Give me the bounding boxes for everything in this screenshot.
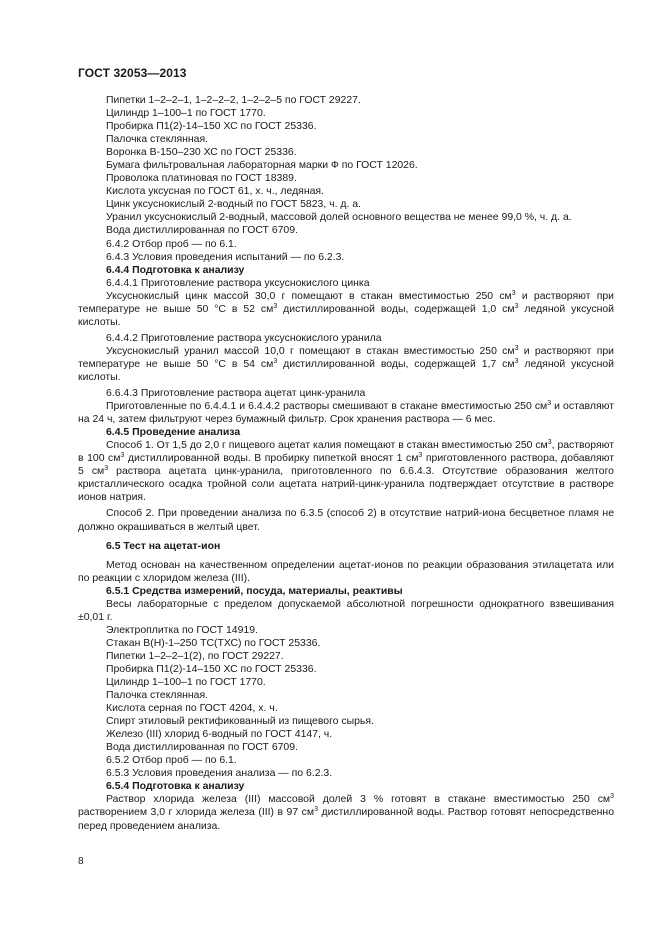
equipment-line: Пипетки 1–2–2–1, 1–2–2–2, 1–2–2–5 по ГОСТ 29227. [106, 95, 361, 106]
equipment-line: Железо (III) хлорид 6-водный по ГОСТ 4147, ч. [106, 729, 333, 741]
clause-heading-means: 6.5.1 Средства измерений, посуда, материалы, реактивы [106, 585, 403, 597]
equipment-line: Пробирка П1(2)-14–150 ХС по ГОСТ 25336. [106, 663, 317, 675]
clause-sampling: 6.5.2 Отбор проб — по 6.1. [106, 755, 237, 767]
subclause-title: 6.6.4.3 Приготовление раствора ацетат цинк-уранила [106, 388, 366, 400]
clause-heading-analysis: 6.4.5 Проведение анализа [106, 427, 241, 439]
equipment-line: Цинк уксуснокислый 2-водный по ГОСТ 5823, ч. д. а. [106, 199, 361, 211]
paragraph: Приготовленные по 6.4.4.1 и 6.4.4.2 растворы смешивают в стакане вместимостью 250 $см^3$ и оставляют на 24 ч, затем фильтруют через бумажный фильтр. Срок хранения раствора — 6 мес. [78, 400, 614, 426]
equipment-line: Палочка стеклянная. [106, 690, 209, 702]
equipment-line: Спирт этиловый ректификованный из пищевого сырья. [106, 716, 374, 728]
equipment-line: Стакан В(Н)-1–250 ТС(ТХС) по ГОСТ 25336. [106, 637, 321, 649]
page-number: 8 [78, 856, 84, 867]
equipment-line: Проволока платиновая по ГОСТ 18389. [106, 173, 297, 185]
paragraph: Уксуснокислый цинк массой 30,0 г помещают в стакан вместимостью 250 $см^3$ и растворяют при температуре не выше 50 °С в 52 $см^3$ дистиллированной воды, содержащей 1,0 $см^3$ ледяной уксусной кислоты. [78, 289, 615, 328]
equipment-line: Цилиндр 1–100–1 по ГОСТ 1770. [106, 677, 266, 689]
document-header: ГОСТ 32053—2013 [78, 66, 187, 80]
equipment-line: Вода дистиллированная по ГОСТ 6709. [106, 742, 298, 754]
equipment-line: Пипетки 1–2–2–1(2), по ГОСТ 29227. [106, 650, 284, 662]
equipment-line: Вода дистиллированная по ГОСТ 6709. [106, 225, 298, 237]
paragraph: Раствор хлорида железа (III) массовой долей 3 % готовят в стакане вместимостью 250 $см^3$ растворением 3,0 г хлорида железа (III) в 97 $см^3$ дистиллированной воды. Раствор готовят непосредственно перед проведением анализа. [78, 793, 615, 832]
document-body [78, 94, 614, 833]
equipment-line: Электроплитка по ГОСТ 14919. [106, 624, 258, 636]
section-heading: 6.5 Тест на ацетат-ион [106, 540, 221, 552]
paragraph: Метод основан на качественном определении ацетат-ионов по реакции образования этилацетата или по реакции с хлоридом железа (III). [78, 559, 614, 584]
paragraph-method-1: Способ 1. От 1,5 до 2,0 г пищевого ацетат калия помещают в стакан вместимостью 250 $см^3$, растворяют в 100 $см^3$ дистиллированной воды. В пробирку пипеткой вносят 1 $см^3$ приготовленного раствора, добавляют 5 $см^3$ раствора ацетата цинк-уранила, приготовленного по 6.6.4.3. Отсутствие образования желтого кристаллического осадка тройной соли ацетата натрий-цинк-уранила подтверждает отсутствие в растворе ионов натрия. [78, 439, 615, 504]
equipment-line: Цилиндр 1–100–1 по ГОСТ 1770. [106, 108, 266, 120]
equipment-line: Палочка стеклянная. [106, 134, 209, 146]
paragraph: Весы лабораторные с пределом допускаемой абсолютной погрешности однократного взвешивания ±0,01 г. [78, 598, 614, 623]
equipment-line: Бумага фильтровальная лабораторная марки Ф по ГОСТ 12026. [106, 160, 418, 172]
clause-conditions: 6.4.3 Условия проведения испытаний — по 6.2.3. [106, 251, 345, 263]
clause-sampling: 6.4.2 Отбор проб — по 6.1. [106, 238, 237, 250]
equipment-line: Кислота серная по ГОСТ 4204, х. ч. [106, 703, 278, 715]
equipment-line: Кислота уксусная по ГОСТ 61, х. ч., ледяная. [106, 186, 324, 198]
equipment-line: Пробирка П1(2)-14–150 ХС по ГОСТ 25336. [106, 121, 317, 133]
clause-conditions: 6.5.3 Условия проведения анализа — по 6.2.3. [106, 768, 333, 780]
paragraph: Уксуснокислый уранил массой 10,0 г помещают в стакан вместимостью 250 $см^3$ и растворяют при температуре не выше 50 °С в 54 $см^3$ дистиллированной воды, содержащей 1,7 $см^3$ ледяной уксусной кислоты. [78, 344, 615, 383]
clause-heading-preparation: 6.4.4 Подготовка к анализу [106, 264, 245, 276]
equipment-line: Уранил уксуснокислый 2-водный, массовой долей основного вещества не менее 99,0 %, ч. д. а. [106, 212, 572, 224]
subclause-title: 6.4.4.1 Приготовление раствора уксуснокислого цинка [106, 277, 370, 289]
equipment-line: Воронка В-150–230 ХС по ГОСТ 25336. [106, 147, 297, 159]
clause-heading-preparation: 6.5.4 Подготовка к анализу [106, 781, 245, 793]
subclause-title: 6.4.4.2 Приготовление раствора уксуснокислого уранила [106, 332, 382, 344]
paragraph-method-2: Способ 2. При проведении анализа по 6.3.5 (способ 2) в отсутствие натрий-иона бесцветное пламя не должно окрашиваться в желтый цвет. [78, 508, 614, 533]
